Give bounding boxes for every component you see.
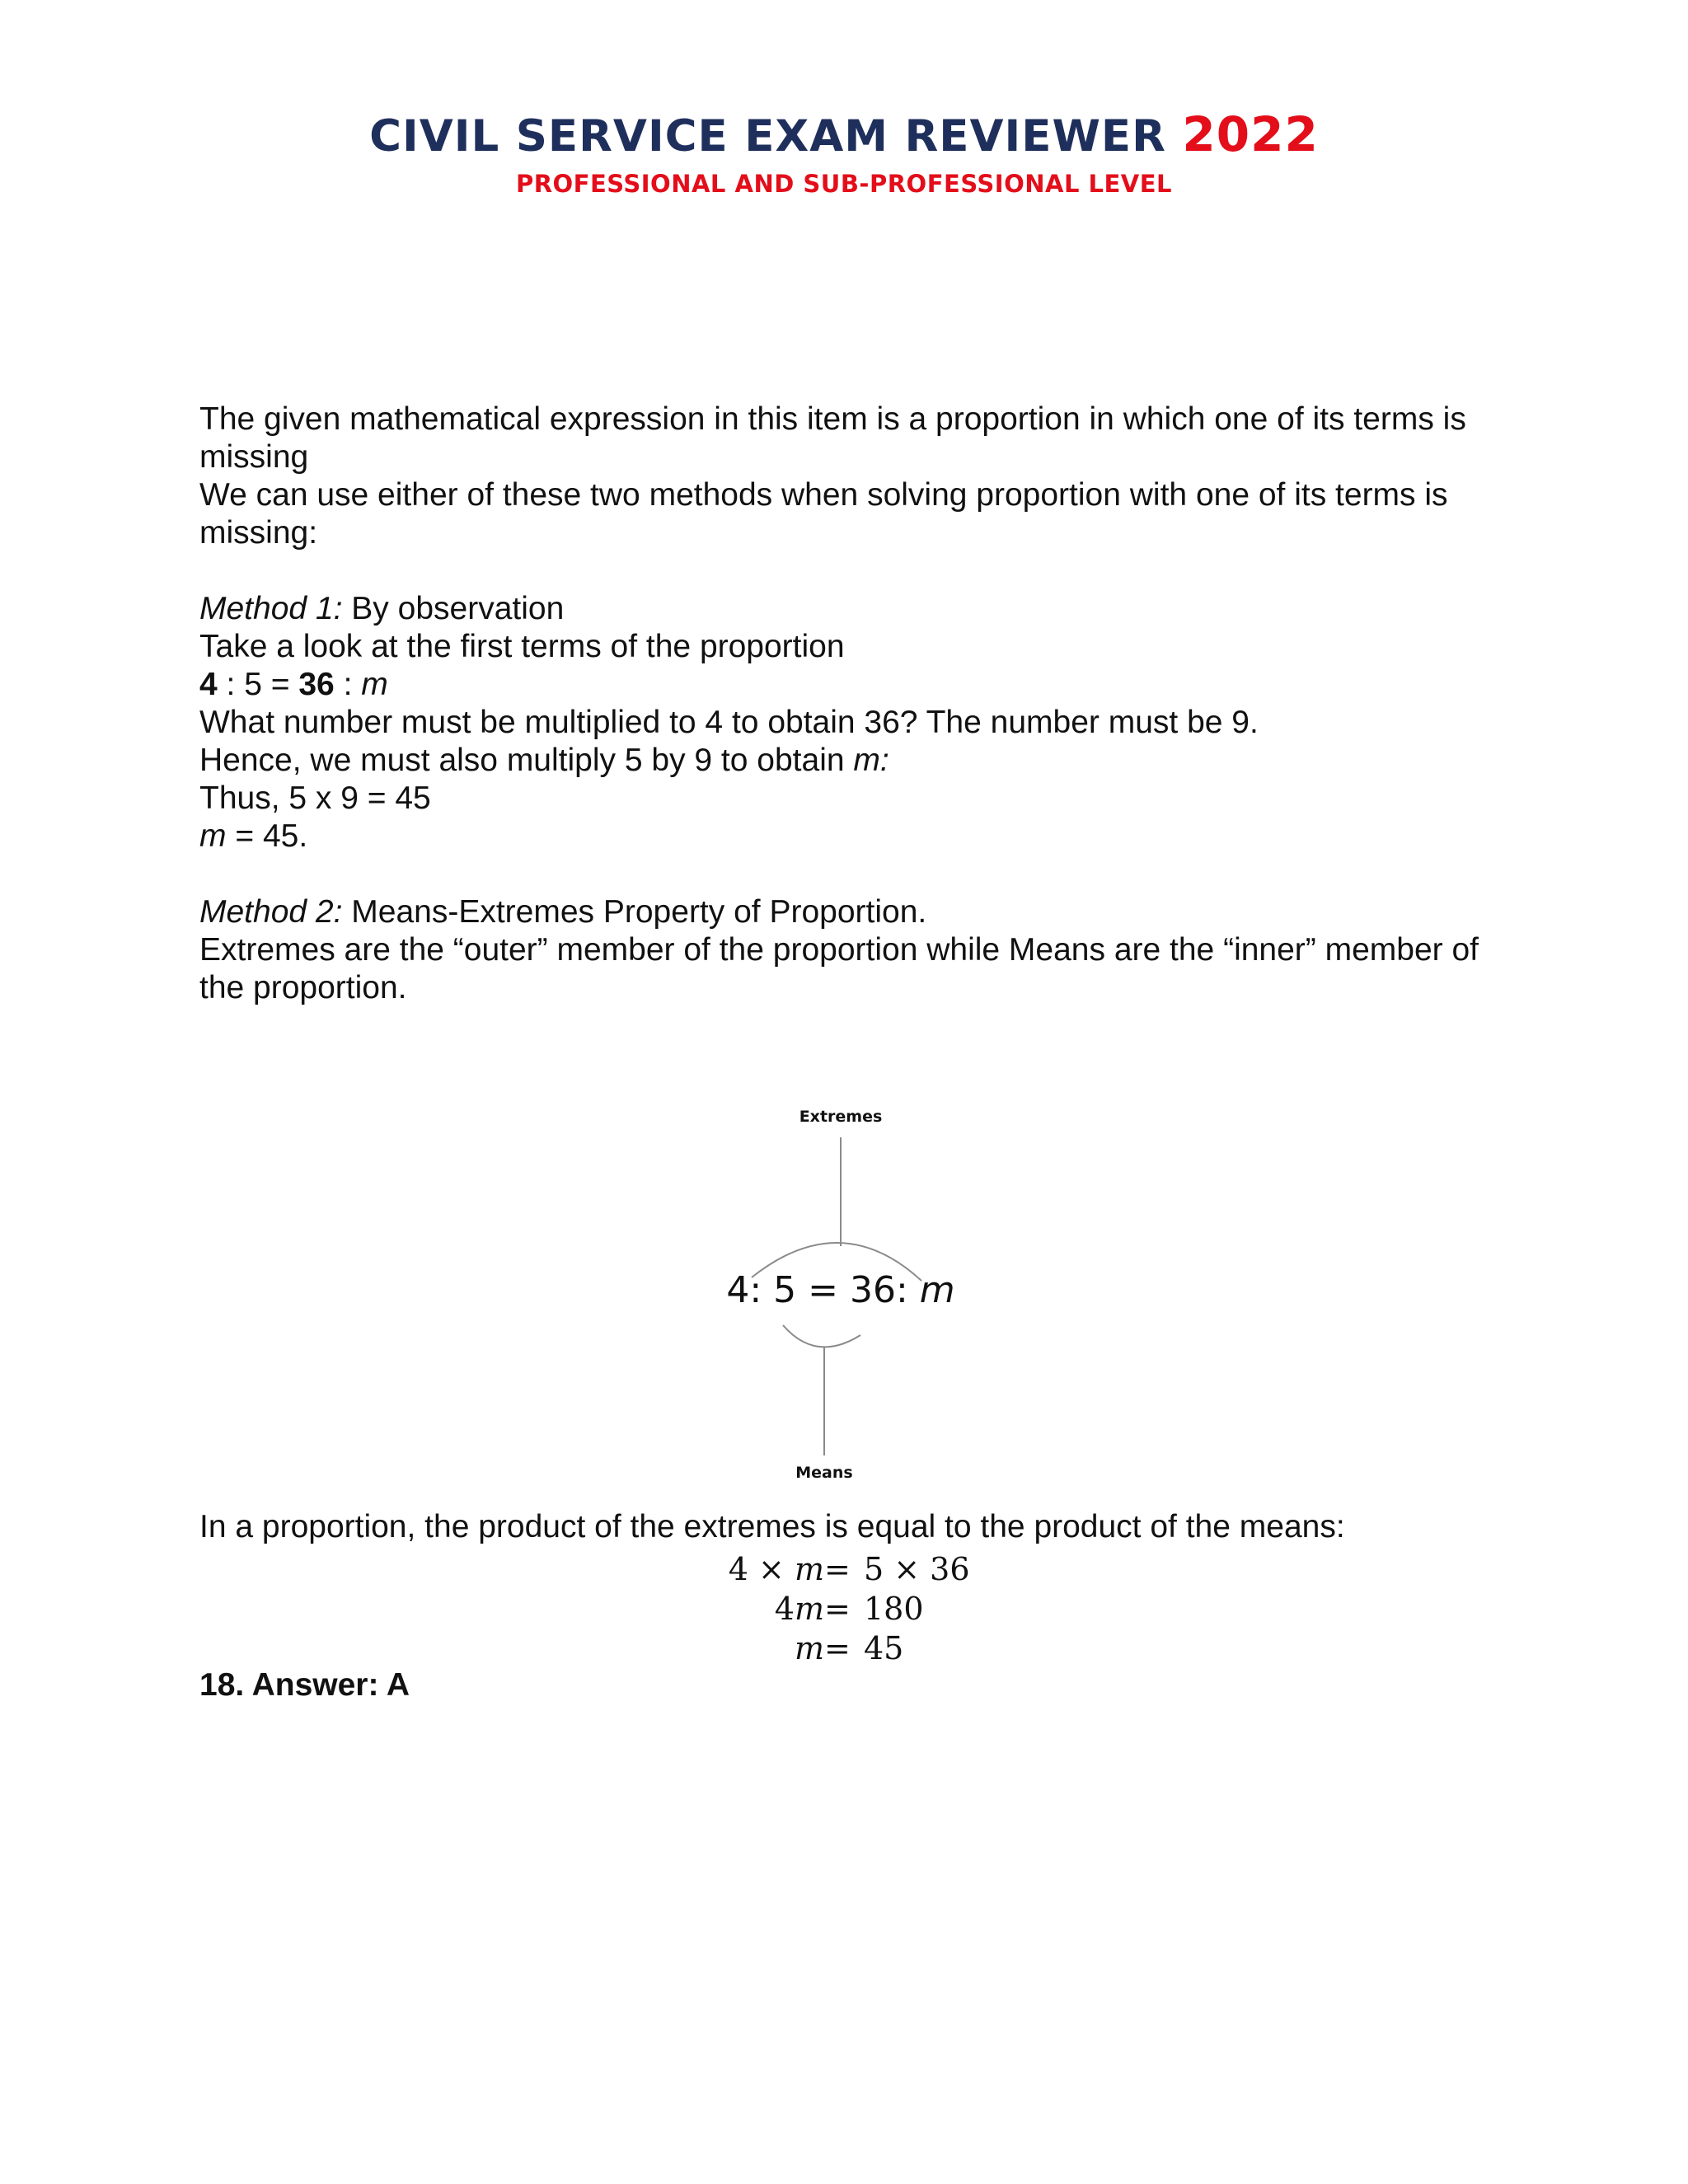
method1-heading bbox=[199, 590, 1518, 628]
method1-step4: Thus, 5 x 9 = 45 bbox=[199, 780, 431, 816]
header-year: 2022 bbox=[1182, 106, 1319, 162]
method1-result: m = 45. bbox=[199, 818, 308, 854]
method2-title: Means-Extremes Property of Proportion. bbox=[342, 894, 927, 930]
page-header bbox=[0, 105, 1688, 200]
header-subtitle: PROFESSIONAL AND SUB-PROFESSIONAL LEVEL bbox=[515, 170, 1173, 198]
method1-step3: Hence, we must also multiply 5 by 9 to obtain m: bbox=[199, 743, 889, 778]
method1-step2: What number must be multiplied to 4 to obtain 36? The number must be 9. bbox=[199, 705, 1259, 740]
means-label: Means bbox=[795, 1464, 853, 1482]
header-title bbox=[0, 105, 1688, 166]
answer-text: 18. Answer: A bbox=[199, 1667, 410, 1703]
means-arc bbox=[783, 1325, 860, 1347]
method1-step1: Take a look at the first terms of the proportion bbox=[199, 629, 845, 664]
header-title-text: CIVIL SERVICE EXAM REVIEWER bbox=[369, 111, 1166, 162]
equation-row-1: 4 × m = 5 × 36 bbox=[728, 1551, 970, 1587]
intro-line-1: The given mathematical expression in this item is a proportion in which one of its terms is missing bbox=[199, 401, 1466, 475]
equation-row-2: 4m = 180 bbox=[774, 1591, 924, 1627]
conclusion-text: In a proportion, the product of the extremes is equal to the product of the means: bbox=[199, 1509, 1345, 1544]
method2-desc: Extremes are the “outer” member of the proportion while Means are the “inner” member of the proportion. bbox=[199, 932, 1479, 1005]
extremes-label: Extremes bbox=[799, 1108, 883, 1126]
method1-proportion: 4 : 5 = 36 : m bbox=[199, 667, 388, 702]
explanation-body bbox=[199, 401, 1518, 1007]
means-extremes-diagram bbox=[709, 1108, 973, 1495]
equation-row-3: m = 45 bbox=[794, 1630, 904, 1666]
equation-block bbox=[0, 1549, 1688, 1668]
method1-label: Method 1: bbox=[199, 591, 343, 626]
method2-heading bbox=[199, 893, 1518, 931]
method2-label: Method 2: bbox=[199, 894, 343, 930]
method1-title: By observation bbox=[342, 591, 565, 626]
proportion-expression: 4: 5 = 36: m bbox=[726, 1269, 955, 1311]
intro-line-2: We can use either of these two methods when solving proportion with one of its terms is missing: bbox=[199, 477, 1448, 551]
